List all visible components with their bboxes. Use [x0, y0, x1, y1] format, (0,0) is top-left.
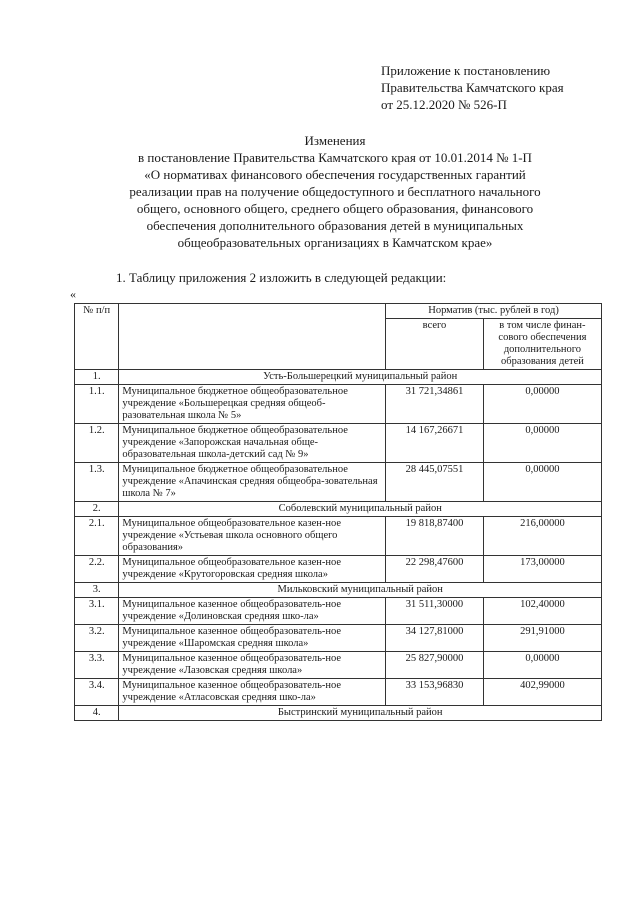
- heading-line-4: общего, основного общего, среднего общего образования, финансового: [136, 201, 534, 216]
- table-row: [75, 517, 602, 556]
- row-num: 3.4.: [75, 679, 119, 706]
- row-additional: 0,00000: [483, 652, 601, 679]
- row-total: 28 445,07551: [386, 463, 484, 502]
- row-num: 3.3.: [75, 652, 119, 679]
- heading-line-5: обеспечения дополнительного образования детей в муниципальных: [146, 218, 524, 233]
- row-total: 31 511,30000: [386, 598, 484, 625]
- header-additional: в том числе финан-сового обеспечения дополнительного образования детей: [483, 319, 601, 370]
- row-num: 1.3.: [75, 463, 119, 502]
- row-additional: 216,00000: [483, 517, 601, 556]
- row-total: 33 153,96830: [386, 679, 484, 706]
- table-row: [75, 424, 602, 463]
- row-total: 22 298,47600: [386, 556, 484, 583]
- appendix-line-3: от 25.12.2020 № 526-П: [381, 97, 507, 112]
- header-name: [119, 304, 386, 370]
- table-row: [75, 598, 602, 625]
- district-name: Соболевский муниципальный район: [119, 502, 602, 517]
- table-row: [75, 463, 602, 502]
- row-additional: 0,00000: [483, 424, 601, 463]
- heading-line-6: общеобразовательных организациях в Камчатском крае»: [177, 235, 493, 250]
- row-total: 31 721,34861: [386, 385, 484, 424]
- table-row: [75, 556, 602, 583]
- district-row: [75, 706, 602, 721]
- appendix-reference: [381, 62, 564, 113]
- row-total: 19 818,87400: [386, 517, 484, 556]
- district-num: 4.: [75, 706, 119, 721]
- row-additional: 402,99000: [483, 679, 601, 706]
- normatives-table: [74, 303, 602, 721]
- district-num: 1.: [75, 370, 119, 385]
- heading-line-1: в постановление Правительства Камчатского края от 10.01.2014 № 1-П: [138, 150, 532, 165]
- district-name: Мильковский муниципальный район: [119, 583, 602, 598]
- row-total: 25 827,90000: [386, 652, 484, 679]
- heading-title: Изменения: [304, 133, 366, 148]
- row-name: Муниципальное казенное общеобразователь-ное учреждение «Атласовская средняя шко-ла»: [119, 679, 386, 706]
- row-name: Муниципальное казенное общеобразователь-ное учреждение «Долиновская средняя шко-ла»: [119, 598, 386, 625]
- row-total: 14 167,26671: [386, 424, 484, 463]
- opening-quote: «: [70, 287, 76, 301]
- table-row: [75, 625, 602, 652]
- row-num: 3.2.: [75, 625, 119, 652]
- row-name: Муниципальное бюджетное общеобразовательное учреждение «Большерецкая средняя общеоб-разовательная школа № 5»: [119, 385, 386, 424]
- document-heading: [70, 132, 600, 251]
- district-row: [75, 370, 602, 385]
- item-1-text: 1. Таблицу приложения 2 изложить в следующей редакции:: [116, 270, 447, 285]
- district-name: Быстринский муниципальный район: [119, 706, 602, 721]
- row-total: 34 127,81000: [386, 625, 484, 652]
- row-num: 2.2.: [75, 556, 119, 583]
- row-num: 2.1.: [75, 517, 119, 556]
- heading-line-3: реализации прав на получение общедоступного и бесплатного начального: [129, 184, 541, 199]
- row-name: Муниципальное бюджетное общеобразовательное учреждение «Запорожская начальная обще-образовательная школа-детский сад № 9»: [119, 424, 386, 463]
- row-num: 1.1.: [75, 385, 119, 424]
- district-row: [75, 502, 602, 517]
- table-row: [75, 679, 602, 706]
- row-additional: 0,00000: [483, 385, 601, 424]
- heading-line-2: «О нормативах финансового обеспечения государственных гарантий: [144, 167, 526, 182]
- district-row: [75, 583, 602, 598]
- header-num: № п/п: [75, 304, 119, 370]
- table-row: [75, 652, 602, 679]
- district-num: 2.: [75, 502, 119, 517]
- row-num: 1.2.: [75, 424, 119, 463]
- row-additional: 173,00000: [483, 556, 601, 583]
- district-num: 3.: [75, 583, 119, 598]
- header-norm: Норматив (тыс. рублей в год): [386, 304, 602, 319]
- header-total: всего: [386, 319, 484, 370]
- table-header-row: [75, 304, 602, 319]
- row-name: Муниципальное бюджетное общеобразовательное учреждение «Апачинская средняя общеобра-зовательная школа № 7»: [119, 463, 386, 502]
- row-additional: 291,91000: [483, 625, 601, 652]
- row-name: Муниципальное общеобразовательное казен-ное учреждение «Устьевая школа основного общего образования»: [119, 517, 386, 556]
- table-row: [75, 385, 602, 424]
- row-name: Муниципальное общеобразовательное казен-ное учреждение «Крутогоровская средняя школа»: [119, 556, 386, 583]
- district-name: Усть-Большерецкий муниципальный район: [119, 370, 602, 385]
- row-name: Муниципальное казенное общеобразователь-ное учреждение «Лазовская средняя школа»: [119, 652, 386, 679]
- row-additional: 102,40000: [483, 598, 601, 625]
- appendix-line-1: Приложение к постановлению: [381, 63, 551, 78]
- row-additional: 0,00000: [483, 463, 601, 502]
- row-name: Муниципальное казенное общеобразователь-ное учреждение «Шаромская средняя школа»: [119, 625, 386, 652]
- appendix-line-2: Правительства Камчатского края: [381, 80, 564, 95]
- row-num: 3.1.: [75, 598, 119, 625]
